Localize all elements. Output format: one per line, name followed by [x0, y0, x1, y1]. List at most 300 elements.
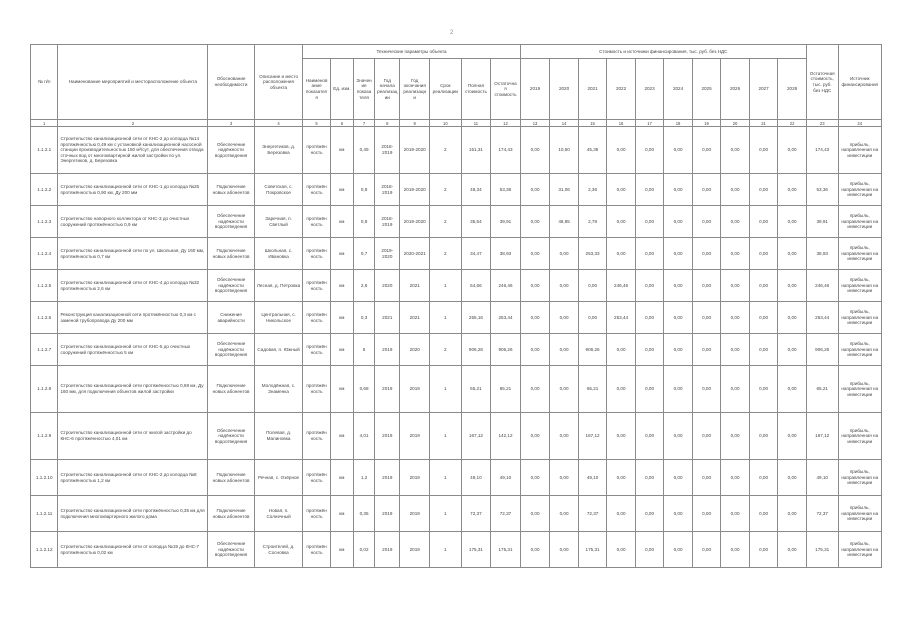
- table-cell: 0,00: [778, 127, 807, 174]
- table-row: [31, 532, 882, 568]
- table-cell: 175,31: [806, 532, 838, 568]
- table-cell: 1: [429, 270, 461, 302]
- table-cell: 0,00: [635, 460, 664, 496]
- table-cell: 0,3: [354, 302, 375, 334]
- table-cell: 0,00: [664, 174, 693, 206]
- header-c5: Наименование показателя: [303, 59, 330, 120]
- table-cell: 1.1.2.10: [31, 460, 58, 496]
- table-cell: Обеспечение надёжности водоотведения: [208, 270, 254, 302]
- table-cell: Энергетиков, д. Березовка: [254, 127, 303, 174]
- table-cell: 49,10: [806, 460, 838, 496]
- table-cell: 0,00: [721, 127, 750, 174]
- table-cell: 2019: [400, 366, 430, 413]
- table-cell: 0,00: [664, 366, 693, 413]
- header-c13: 2019: [520, 59, 550, 120]
- header-c15: 2021: [578, 59, 607, 120]
- table-cell: 0,00: [749, 413, 778, 460]
- table-cell: 0,00: [749, 127, 778, 174]
- column-number: 16: [607, 120, 636, 127]
- header-name: Наименование мероприятий и месторасположение объекта: [58, 45, 208, 120]
- table-cell: 906,26: [491, 334, 521, 366]
- table-cell: 0,00: [749, 174, 778, 206]
- table-cell: 49,10: [491, 460, 521, 496]
- table-cell: 0,00: [721, 366, 750, 413]
- table-cell: 0,00: [520, 496, 550, 532]
- table-cell: 0,00: [721, 206, 750, 238]
- table-cell: 0,00: [721, 532, 750, 568]
- table-cell: 0,00: [749, 460, 778, 496]
- table-cell: 0,00: [749, 206, 778, 238]
- header-c18: 2024: [664, 59, 693, 120]
- header-c12: Остаточная стоимость: [491, 59, 521, 120]
- table-cell: 0,35: [354, 496, 375, 532]
- table-row: [31, 206, 882, 238]
- column-number: 23: [806, 120, 838, 127]
- table-cell: 0,00: [778, 270, 807, 302]
- table-cell: км: [330, 334, 353, 366]
- table-cell: 0,00: [520, 127, 550, 174]
- table-cell: 0,00: [520, 206, 550, 238]
- table-cell: Молодёжная, с. Знаменка: [254, 366, 303, 413]
- table-cell: 0,00: [749, 366, 778, 413]
- table-cell: 39,91: [806, 206, 838, 238]
- table-cell: 0,00: [778, 460, 807, 496]
- table-cell: Полевая, д. Малиновка: [254, 413, 303, 460]
- table-cell: 53,36: [491, 174, 521, 206]
- table-cell: протяжённость: [303, 496, 330, 532]
- header-c14: 2020: [550, 59, 579, 120]
- table-cell: 0,00: [778, 532, 807, 568]
- row-description: Строительство канализационной сети от КНС-2 до колодца №8 протяжённостью 1,2 км: [58, 460, 208, 496]
- table-cell: 38,93: [806, 238, 838, 270]
- table-cell: 72,37: [578, 496, 607, 532]
- page-number: 2: [450, 30, 454, 36]
- table-cell: 0,00: [635, 238, 664, 270]
- table-cell: 2019: [375, 460, 400, 496]
- table-cell: 2: [429, 238, 461, 270]
- table-cell: 54,66: [461, 270, 491, 302]
- table-cell: 0,00: [721, 334, 750, 366]
- table-cell: 2019: [400, 532, 430, 568]
- table-cell: прибыль, направленная на инвестиции: [838, 532, 881, 568]
- table-cell: 0,00: [778, 413, 807, 460]
- column-number: 12: [491, 120, 521, 127]
- table-cell: 2020: [375, 270, 400, 302]
- table-cell: 1: [429, 413, 461, 460]
- table-cell: 0,00: [607, 366, 636, 413]
- column-number: 22: [778, 120, 807, 127]
- table-cell: Подключение новых абонентов: [208, 174, 254, 206]
- table-cell: 1: [429, 302, 461, 334]
- table-cell: 0,00: [607, 334, 636, 366]
- header-c19: 2025: [692, 59, 721, 120]
- table-cell: 0,00: [778, 238, 807, 270]
- table-cell: 0,00: [778, 206, 807, 238]
- table-cell: 0,00: [607, 460, 636, 496]
- table-cell: прибыль, направленная на инвестиции: [838, 206, 881, 238]
- table-cell: 0,00: [578, 270, 607, 302]
- table-cell: 0,00: [664, 127, 693, 174]
- header-c10: Срок реализации: [429, 59, 461, 120]
- table-cell: 0,00: [635, 496, 664, 532]
- table-cell: 65,21: [461, 366, 491, 413]
- table-cell: 0,68: [354, 366, 375, 413]
- table-cell: Обеспечение надёжности водоотведения: [208, 413, 254, 460]
- table-cell: прибыль, направленная на инвестиции: [838, 238, 881, 270]
- table-cell: 0,00: [692, 206, 721, 238]
- table-cell: 0,00: [749, 496, 778, 532]
- table-cell: 1.1.2.3: [31, 206, 58, 238]
- table-cell: 253,33: [578, 238, 607, 270]
- column-number: 6: [330, 120, 353, 127]
- table-row: [31, 334, 882, 366]
- table-cell: 0,00: [778, 496, 807, 532]
- table-cell: 2019: [400, 460, 430, 496]
- table-cell: 5: [354, 334, 375, 366]
- table-cell: 0,7: [354, 238, 375, 270]
- table-cell: 31,06: [550, 174, 579, 206]
- table-cell: 2019: [375, 334, 400, 366]
- table-cell: 2018-2019: [375, 206, 400, 238]
- table-cell: прибыль, направленная на инвестиции: [838, 302, 881, 334]
- column-number: 11: [461, 120, 491, 127]
- table-cell: 0,00: [664, 302, 693, 334]
- table-cell: 0,00: [550, 496, 579, 532]
- header-c6: Ед. изм.: [330, 59, 353, 120]
- table-cell: 255,16: [461, 302, 491, 334]
- table-cell: 0,00: [692, 460, 721, 496]
- table-cell: Школьная, с. Ивановка: [254, 238, 303, 270]
- table-cell: протяжённость: [303, 206, 330, 238]
- table-cell: 0,00: [550, 532, 579, 568]
- header-c17: 2023: [635, 59, 664, 120]
- table-cell: 2019: [375, 366, 400, 413]
- table-cell: 2019: [375, 496, 400, 532]
- table-cell: 0,00: [520, 270, 550, 302]
- table-cell: 0,00: [664, 270, 693, 302]
- column-number: 21: [749, 120, 778, 127]
- table-cell: 175,31: [491, 532, 521, 568]
- table-cell: 0,00: [635, 270, 664, 302]
- row-description: Строительство канализационной сети от КНС-4 до колодца №32 протяжённостью 2,6 км: [58, 270, 208, 302]
- table-cell: 0,00: [550, 460, 579, 496]
- table-cell: протяжённость: [303, 366, 330, 413]
- table-cell: 246,46: [607, 270, 636, 302]
- table-cell: 0,00: [721, 302, 750, 334]
- table-cell: протяжённость: [303, 174, 330, 206]
- table-cell: 2,6: [354, 270, 375, 302]
- table-cell: Строителей, д. Сосновка: [254, 532, 303, 568]
- table-cell: протяжённость: [303, 532, 330, 568]
- column-number: 1: [31, 120, 58, 127]
- table-cell: 35,54: [461, 206, 491, 238]
- table-cell: 49,10: [461, 460, 491, 496]
- header-group-financing: Стоимость и источники финансирования, тыс. руб. без НДС: [520, 45, 806, 59]
- row-description: Строительство канализационной сети от КНС-5 до очистных сооружений протяжённостью 5 км: [58, 334, 208, 366]
- table-cell: 0,00: [520, 532, 550, 568]
- column-number: 5: [303, 120, 330, 127]
- table-cell: км: [330, 238, 353, 270]
- table-cell: 1.1.2.4: [31, 238, 58, 270]
- table-cell: 2020: [400, 334, 430, 366]
- table-row: [31, 238, 882, 270]
- table-cell: протяжённость: [303, 270, 330, 302]
- table-cell: 0,00: [664, 413, 693, 460]
- table-cell: 0,00: [692, 127, 721, 174]
- table-cell: 2019: [400, 413, 430, 460]
- table-cell: 0,00: [607, 532, 636, 568]
- table-cell: 0,00: [520, 334, 550, 366]
- table-cell: 0,9: [354, 174, 375, 206]
- row-description: Строительство канализационной сети от колодца №19 до КНС-7 протяжённостью 0,02 км: [58, 532, 208, 568]
- table-cell: Подключение новых абонентов: [208, 238, 254, 270]
- table-cell: 2020-2021: [400, 238, 430, 270]
- column-number: 17: [635, 120, 664, 127]
- column-number: 8: [375, 120, 400, 127]
- table-cell: 2021: [375, 302, 400, 334]
- table-cell: 2019-2020: [400, 206, 430, 238]
- table-cell: 72,37: [461, 496, 491, 532]
- table-cell: 0,00: [778, 174, 807, 206]
- table-cell: 0,00: [692, 270, 721, 302]
- table-cell: 2,78: [578, 206, 607, 238]
- table-cell: 0,00: [692, 413, 721, 460]
- table-cell: 2: [429, 206, 461, 238]
- table-cell: 0,00: [550, 413, 579, 460]
- table-cell: 1.1.2.1: [31, 127, 58, 174]
- table-row: [31, 413, 882, 460]
- column-number: 24: [838, 120, 881, 127]
- table-cell: 0,00: [607, 174, 636, 206]
- header-object-name: Описание и место расположения объекта: [254, 45, 303, 120]
- column-number: 18: [664, 120, 693, 127]
- table-cell: 0,00: [607, 127, 636, 174]
- table-cell: 0,00: [721, 238, 750, 270]
- table-cell: 0,00: [550, 302, 579, 334]
- table-cell: Лесная, д. Петровка: [254, 270, 303, 302]
- table-cell: Подключение новых абонентов: [208, 460, 254, 496]
- table-cell: 142,12: [491, 413, 521, 460]
- table-cell: 0,00: [664, 460, 693, 496]
- table-cell: 0,00: [607, 413, 636, 460]
- column-number: 13: [520, 120, 550, 127]
- table-cell: км: [330, 413, 353, 460]
- table-cell: 175,31: [578, 532, 607, 568]
- table-cell: 2018-2019: [375, 127, 400, 174]
- table-cell: 906,26: [461, 334, 491, 366]
- table-cell: 0,00: [635, 302, 664, 334]
- table-cell: 1: [429, 532, 461, 568]
- table-body: [31, 127, 882, 568]
- table-cell: 0,00: [635, 413, 664, 460]
- table-cell: 2019: [375, 413, 400, 460]
- table-cell: 0,00: [520, 174, 550, 206]
- table-cell: 0,00: [520, 460, 550, 496]
- table-cell: км: [330, 532, 353, 568]
- row-description: Строительство канализационной сети от жилой застройки до КНС-6 протяжённостью 4,01 км: [58, 413, 208, 460]
- table-cell: 174,43: [491, 127, 521, 174]
- table-cell: 0,00: [635, 206, 664, 238]
- column-number: 10: [429, 120, 461, 127]
- table-cell: 0,00: [664, 238, 693, 270]
- table-cell: км: [330, 302, 353, 334]
- table-cell: протяжённость: [303, 334, 330, 366]
- table-cell: 2: [429, 174, 461, 206]
- table-cell: 175,31: [461, 532, 491, 568]
- header-c21: 2027: [749, 59, 778, 120]
- table-cell: протяжённость: [303, 238, 330, 270]
- table-cell: 0,00: [749, 302, 778, 334]
- table-cell: 0,00: [635, 532, 664, 568]
- table-cell: Садовая, п. Южный: [254, 334, 303, 366]
- table-cell: 0,00: [635, 174, 664, 206]
- table-cell: 0,00: [550, 238, 579, 270]
- column-number-row: [31, 120, 882, 127]
- table-cell: 0,00: [550, 270, 579, 302]
- table-cell: 167,12: [806, 413, 838, 460]
- table-cell: км: [330, 366, 353, 413]
- table-cell: 906,26: [806, 334, 838, 366]
- table-cell: 1: [429, 366, 461, 413]
- table-cell: 2021: [400, 302, 430, 334]
- table-cell: км: [330, 460, 353, 496]
- table-cell: 167,12: [461, 413, 491, 460]
- table-cell: 48,85: [550, 206, 579, 238]
- table-row: [31, 496, 882, 532]
- table-cell: 906,26: [578, 334, 607, 366]
- table-cell: 0,00: [721, 270, 750, 302]
- table-cell: 0,00: [721, 496, 750, 532]
- table-cell: 0,49: [354, 127, 375, 174]
- table-cell: 1: [429, 460, 461, 496]
- table-cell: прибыль, направленная на инвестиции: [838, 496, 881, 532]
- table-cell: 53,36: [806, 174, 838, 206]
- table-cell: Советская, с. Покровское: [254, 174, 303, 206]
- table-cell: 0,00: [778, 334, 807, 366]
- table-cell: 0,00: [749, 532, 778, 568]
- table-cell: 0,00: [520, 366, 550, 413]
- column-number: 19: [692, 120, 721, 127]
- header-remaining-value: Остаточная стоимость, тыс. руб. без НДС: [806, 45, 838, 120]
- table-cell: Обеспечение надёжности водоотведения: [208, 206, 254, 238]
- header-funding-source: Источник финансирования: [838, 45, 881, 120]
- table-cell: 174,43: [806, 127, 838, 174]
- row-description: Строительство канализационной сети протяжённостью 0,68 км, Ду 160 мм, для подключения объектов жилой застройки: [58, 366, 208, 413]
- table-cell: Подключение новых абонентов: [208, 366, 254, 413]
- table-cell: прибыль, направленная на инвестиции: [838, 334, 881, 366]
- table-cell: прибыль, направленная на инвестиции: [838, 413, 881, 460]
- column-number: 3: [208, 120, 254, 127]
- column-number: 20: [721, 120, 750, 127]
- table-cell: 0,00: [635, 127, 664, 174]
- table-cell: Обеспечение надёжности водоотведения: [208, 127, 254, 174]
- table-cell: 167,12: [578, 413, 607, 460]
- table-cell: 2: [429, 127, 461, 174]
- column-number: 2: [58, 120, 208, 127]
- table-cell: 2: [429, 334, 461, 366]
- table-cell: 0,00: [607, 206, 636, 238]
- table-row: [31, 302, 882, 334]
- table-cell: 2019-2020: [400, 127, 430, 174]
- table-cell: Заречная, п. Светлый: [254, 206, 303, 238]
- table-cell: 253,44: [806, 302, 838, 334]
- header-c11: Полная стоимость: [461, 59, 491, 120]
- table-row: [31, 270, 882, 302]
- table-cell: 0,00: [664, 206, 693, 238]
- table-cell: 0,9: [354, 206, 375, 238]
- table-cell: 72,37: [806, 496, 838, 532]
- table-cell: Обеспечение надёжности водоотведения: [208, 532, 254, 568]
- header-c20: 2026: [721, 59, 750, 120]
- table-cell: 1,2: [354, 460, 375, 496]
- table-cell: 1.1.2.11: [31, 496, 58, 532]
- column-number: 4: [254, 120, 303, 127]
- table-cell: 0,00: [520, 238, 550, 270]
- row-description: Реконструкция канализационной сети протяжённостью 0,3 км с заменой трубопровода Ду 200 мм: [58, 302, 208, 334]
- table-cell: 65,21: [806, 366, 838, 413]
- table-cell: 0,00: [721, 174, 750, 206]
- header-c16: 2022: [607, 59, 636, 120]
- column-number: 9: [400, 120, 430, 127]
- table-cell: 65,21: [491, 366, 521, 413]
- table-cell: 0,00: [664, 532, 693, 568]
- table-cell: 0,00: [749, 270, 778, 302]
- column-number: 14: [550, 120, 579, 127]
- row-description: Строительство канализационной сети по ул. Школьная, Ду 160 мм, протяжённостью 0,7 км: [58, 238, 208, 270]
- table-cell: км: [330, 174, 353, 206]
- table-cell: протяжённость: [303, 460, 330, 496]
- table-cell: 1.1.2.7: [31, 334, 58, 366]
- table-cell: прибыль, направленная на инвестиции: [838, 174, 881, 206]
- table-cell: протяжённость: [303, 413, 330, 460]
- header-number: № п/п: [31, 45, 58, 120]
- table-cell: 0,00: [692, 532, 721, 568]
- table-cell: 0,00: [692, 496, 721, 532]
- table-cell: 0,02: [354, 532, 375, 568]
- table-cell: 0,00: [692, 238, 721, 270]
- table-cell: 0,00: [721, 413, 750, 460]
- table-row: [31, 366, 882, 413]
- table-cell: 0,00: [664, 496, 693, 532]
- table-cell: 2019-2020: [375, 238, 400, 270]
- table-cell: 253,44: [607, 302, 636, 334]
- table-cell: Снижение аварийности: [208, 302, 254, 334]
- row-description: Строительство канализационной сети протяжённостью 0,35 км для подключения многоквартирного жилого дома: [58, 496, 208, 532]
- row-description: Строительство канализационной сети от КНС-1 до колодца №26 протяжённостью 0,90 км, Ду 200 мм: [58, 174, 208, 206]
- table-cell: Подключение новых абонентов: [208, 496, 254, 532]
- table-cell: 4,01: [354, 413, 375, 460]
- table-row: [31, 460, 882, 496]
- header-c22: 2028: [778, 59, 807, 120]
- table-cell: 45,35: [578, 127, 607, 174]
- table-cell: 0,00: [607, 238, 636, 270]
- table-cell: Центральная, с. Никольское: [254, 302, 303, 334]
- table-cell: км: [330, 270, 353, 302]
- table-cell: протяжённость: [303, 127, 330, 174]
- table-cell: 0,00: [520, 302, 550, 334]
- table-cell: 49,10: [578, 460, 607, 496]
- table-cell: прибыль, направленная на инвестиции: [838, 366, 881, 413]
- table-cell: 0,00: [550, 334, 579, 366]
- table-cell: 65,21: [578, 366, 607, 413]
- table-cell: км: [330, 206, 353, 238]
- table-cell: 246,46: [491, 270, 521, 302]
- table-cell: 0,00: [635, 334, 664, 366]
- table-cell: 1.1.2.8: [31, 366, 58, 413]
- table-cell: Обеспечение надёжности водоотведения: [208, 334, 254, 366]
- table-cell: 1: [429, 496, 461, 532]
- table-cell: 2018-2019: [375, 174, 400, 206]
